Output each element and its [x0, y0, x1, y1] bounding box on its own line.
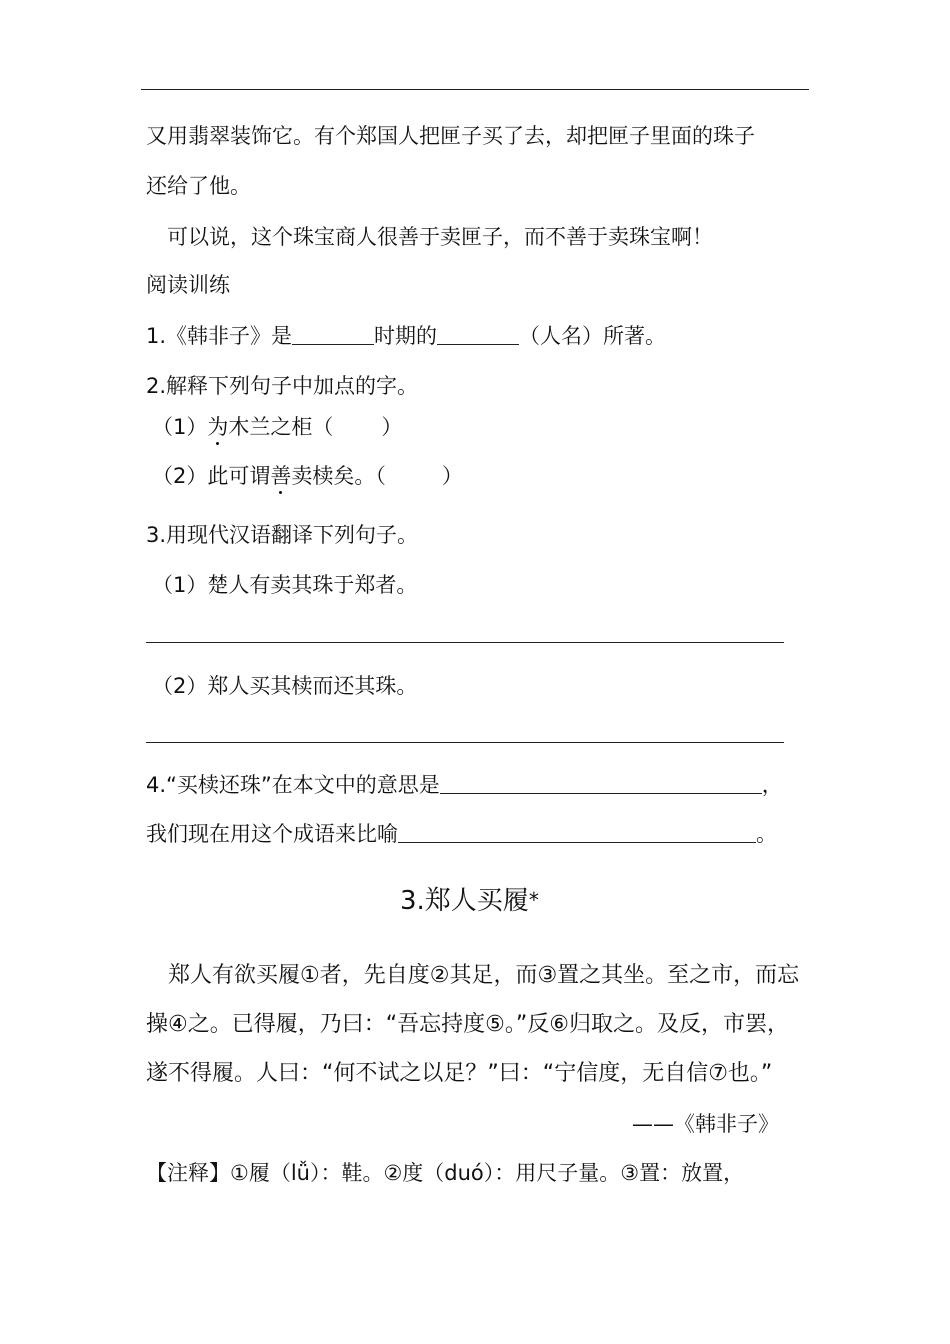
q4-blank-metaphor[interactable] — [398, 820, 756, 843]
q3-answer-line-2[interactable] — [146, 742, 784, 743]
story-para-line-2: 操④之。已得履，乃曰：“吾忘持度⑤。”反⑥归取之。及反，市罢， — [146, 1012, 789, 1037]
q2-item2-close: ） — [441, 464, 463, 488]
question-2-item-1 — [152, 413, 402, 441]
q1-blank-author[interactable] — [437, 322, 519, 345]
question-2-item-2 — [152, 462, 463, 490]
q1-prefix: 1.《韩非子》是 — [146, 324, 293, 348]
q2-item1-before: （1） — [152, 415, 208, 439]
question-3-prompt: 3.用现代汉语翻译下列句子。 — [146, 523, 419, 547]
q1-blank-era[interactable] — [292, 322, 374, 345]
q2-item2-before: （2）此可谓 — [152, 464, 271, 488]
q2-item2-after: 卖椟矣。（ — [291, 464, 386, 488]
q4-line2-prefix: 我们现在用这个成语来比喻 — [146, 822, 398, 846]
q2-item1-after: 木兰之柜（ — [228, 415, 334, 439]
question-4-line-2 — [146, 820, 777, 848]
story-source: ——《韩非子》 — [632, 1112, 779, 1136]
passage-line-2: 还给了他。 — [146, 174, 251, 198]
question-3-item-1: （1）楚人有卖其珠于郑者。 — [152, 573, 418, 597]
q4-line1-suffix: ， — [761, 773, 783, 797]
q3-answer-line-1[interactable] — [146, 642, 784, 643]
q4-blank-meaning[interactable] — [440, 771, 762, 794]
question-4-line-1 — [146, 771, 783, 799]
story-title-mark: * — [528, 888, 539, 912]
question-3-item-2: （2）郑人买其椟而还其珠。 — [152, 674, 418, 698]
passage-line-1: 又用翡翠装饰它。有个郑国人把匣子买了去，却把匣子里面的珠子 — [146, 124, 755, 148]
q1-suffix: （人名）所著。 — [519, 324, 667, 348]
story-title-text: 3.郑人买履 — [400, 886, 529, 916]
passage-line-3: 可以说，这个珠宝商人很善于卖匣子，而不善于卖珠宝啊！ — [167, 225, 713, 249]
story-notes: 【注释】①履（lǚ）：鞋。②度（duó）：用尺子量。③置：放置， — [146, 1161, 745, 1185]
q4-line2-suffix: 。 — [756, 822, 777, 846]
header-rule — [141, 89, 809, 90]
question-1 — [146, 322, 666, 350]
story-para-line-1: 郑人有欲买履①者，先自度②其足，而③置之其坐。至之市，而忘 — [168, 963, 800, 988]
q2-item2-dotted-char: 善 — [270, 464, 292, 488]
q4-line1-prefix: 4.“买椟还珠”在本文中的意思是 — [146, 773, 440, 797]
story-title — [400, 884, 539, 917]
q1-middle: 时期的 — [374, 324, 438, 348]
question-2-prompt: 2.解释下列句子中加点的字。 — [146, 374, 419, 398]
training-heading: 阅读训练 — [146, 273, 230, 297]
story-para-line-3: 遂不得履。人曰：“何不试之以足？”曰：“宁信度，无自信⑦也。” — [146, 1061, 773, 1086]
q2-item1-close: ） — [381, 415, 403, 439]
q2-item1-dotted-char: 为 — [207, 415, 229, 439]
